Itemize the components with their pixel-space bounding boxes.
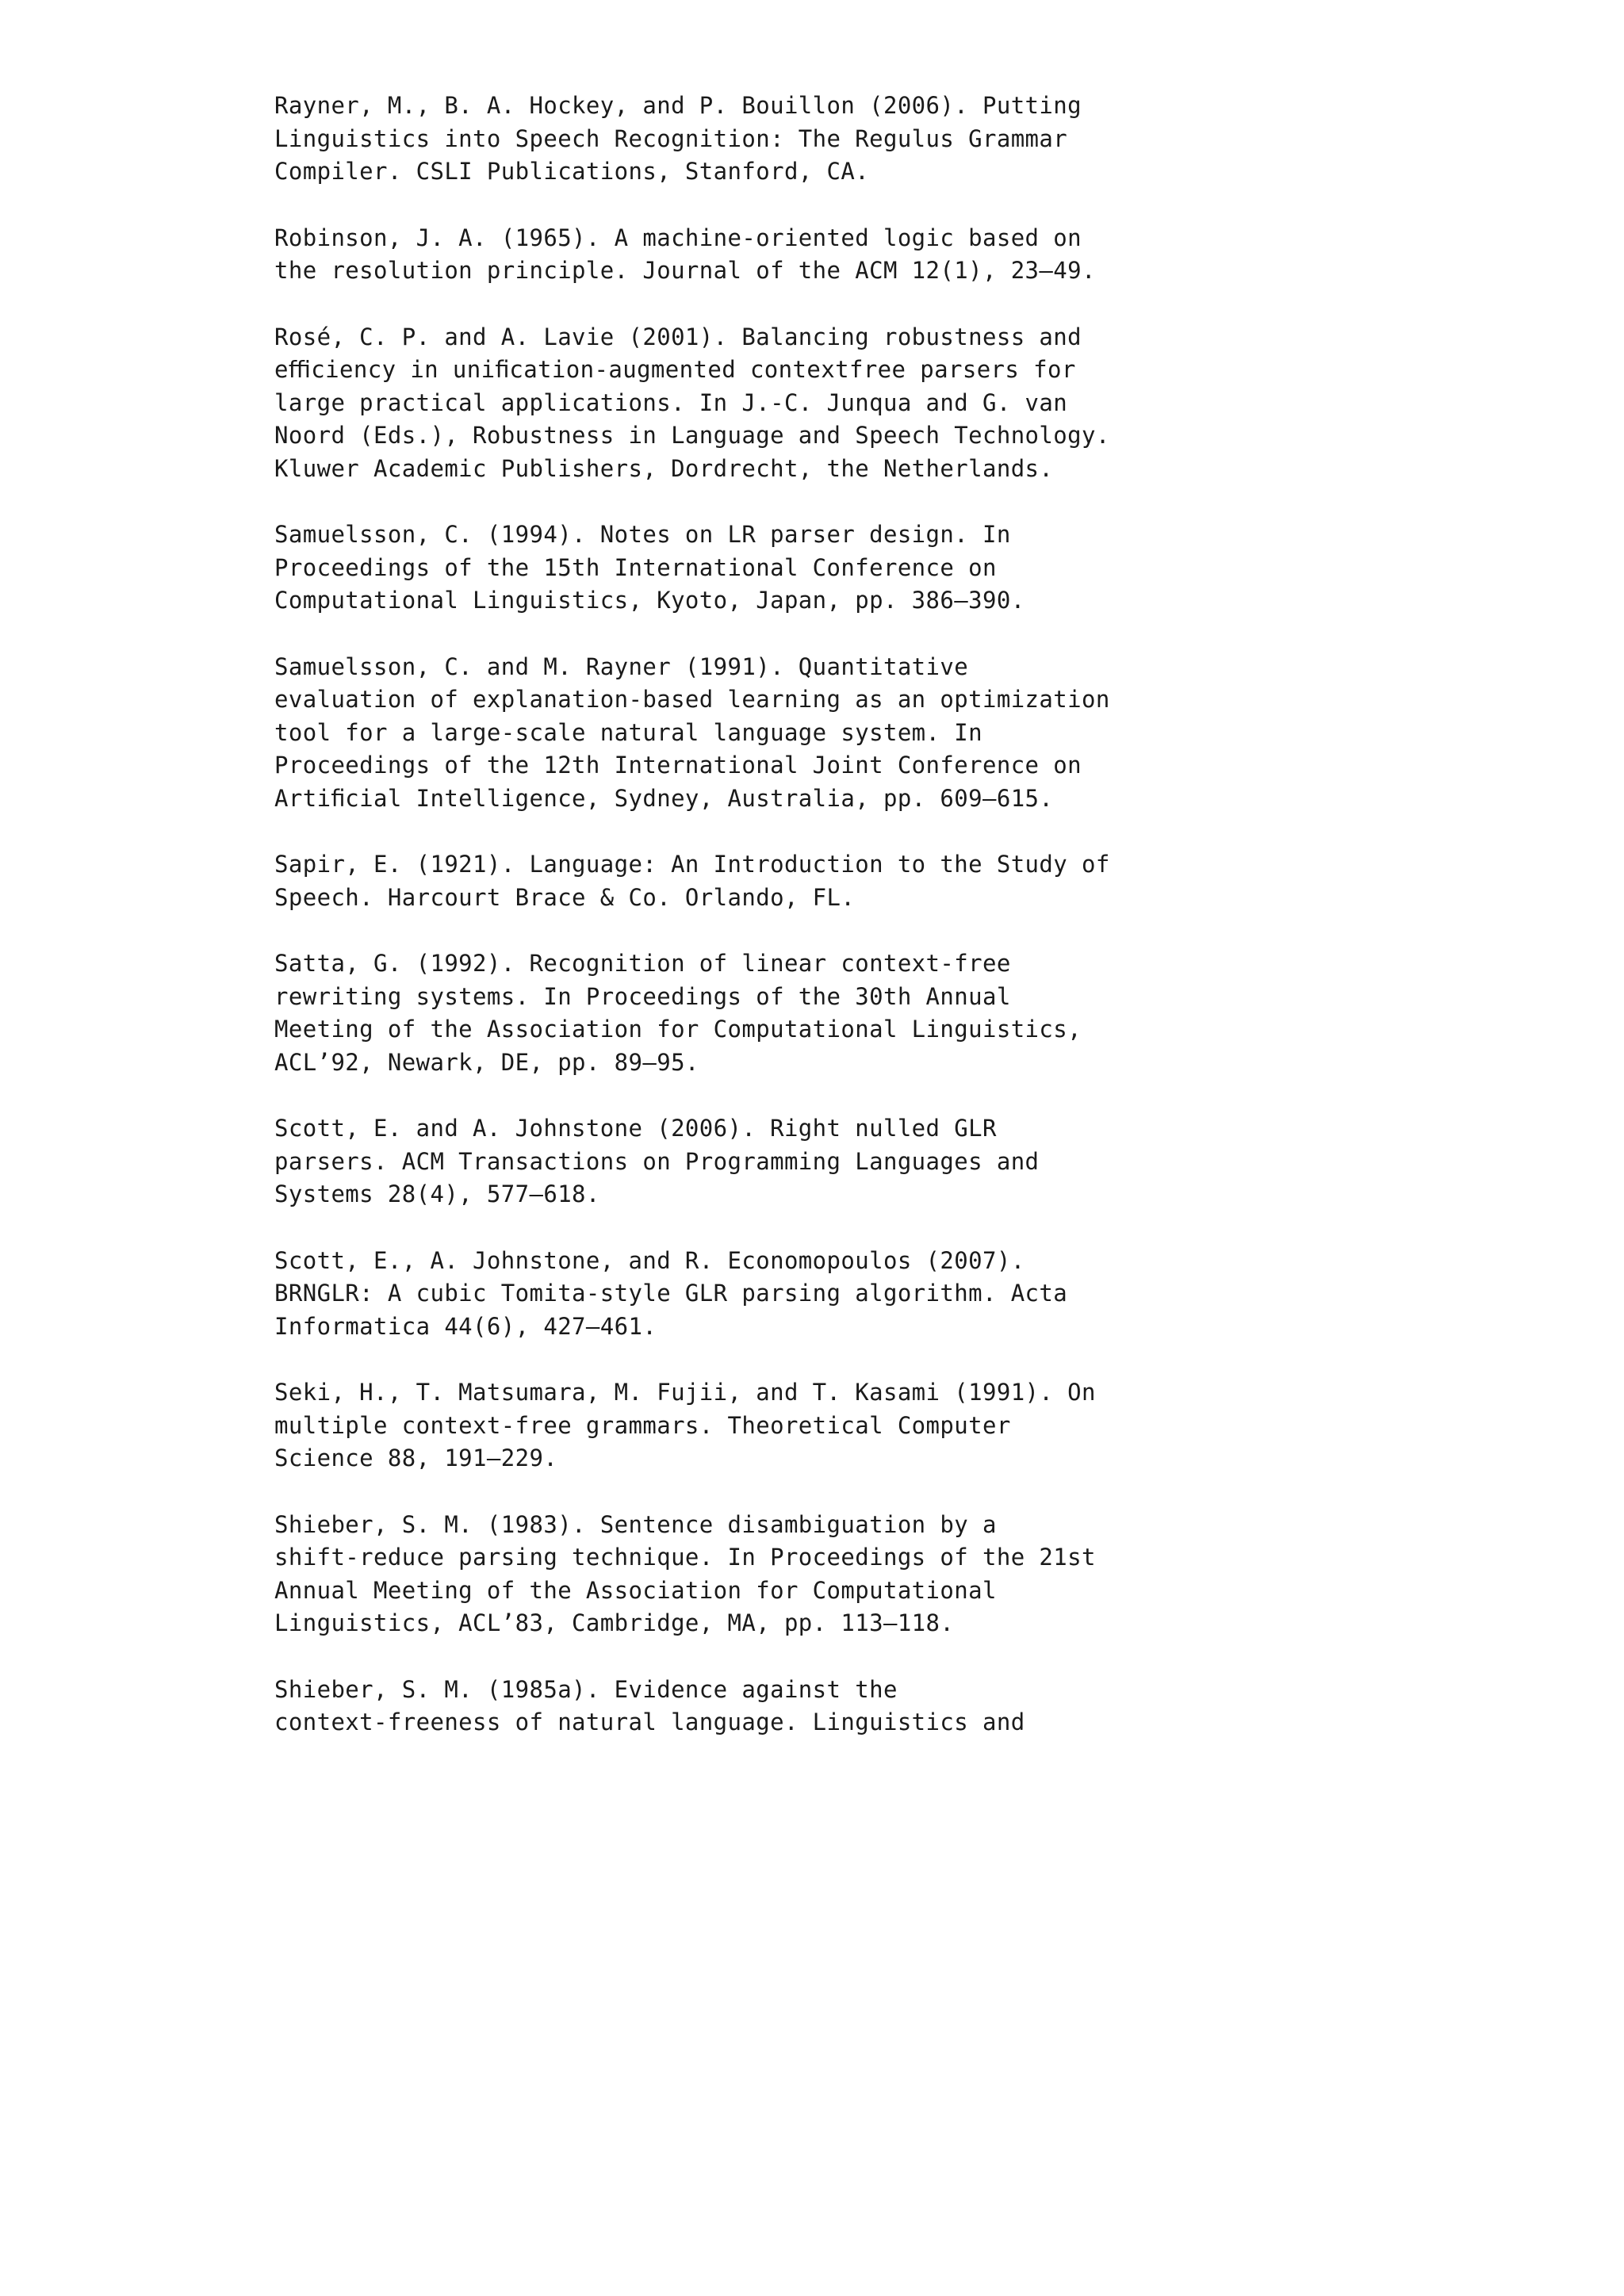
reference-list (274, 90, 1400, 1773)
reference-line: Systems 28(4), 577–618. (274, 1181, 600, 1207)
reference-line: Proceedings of the 15th International Conference on (274, 553, 997, 581)
reference-line: Rayner, M., B. A. Hockey, and P. Bouillon (2006). Putting (274, 92, 1082, 119)
reference-line: Shieber, S. M. (1985a). Evidence against the (274, 1675, 898, 1703)
reference-line: large practical applications. In J.-C. Junqua and G. van (274, 388, 1068, 416)
reference-line: Shieber, S. M. (1983). Sentence disambiguation by a (274, 1510, 997, 1538)
reference-line: Artiﬁcial Intelligence, Sydney, Australia, pp. 609–615. (274, 784, 1054, 812)
reference-line: Linguistics, ACL’83, Cambridge, MA, pp. 113–118. (274, 1609, 955, 1636)
reference-line: evaluation of explanation-based learning as an optimization (274, 686, 1110, 713)
reference-line: Satta, G. (1992). Recognition of linear context-free (274, 950, 1011, 977)
reference-line: eﬃciency in uniﬁcation-augmented contextfree parsers for (274, 356, 1076, 383)
reference-line: parsers. ACM Transactions on Programming Languages and (274, 1147, 1040, 1175)
reference-line: Robinson, J. A. (1965). A machine-oriented logic based on (274, 224, 1082, 251)
reference-line: Informatica 44(6), 427–461. (274, 1312, 657, 1340)
reference-entry (274, 222, 1400, 288)
reference-line: Computational Linguistics, Kyoto, Japan, pp. 386–390. (274, 587, 1025, 614)
reference-entry (274, 1112, 1400, 1211)
reference-line: Kluwer Academic Publishers, Dordrecht, the Netherlands. (274, 454, 1054, 482)
reference-line: context-freeness of natural language. Linguistics and (274, 1709, 1025, 1735)
reference-line: shift-reduce parsing technique. In Proceedings of the 21st (274, 1544, 1096, 1571)
reference-line: Meeting of the Association for Computational Linguistics, (274, 1016, 1082, 1043)
reference-line: Scott, E. and A. Johnstone (2006). Right nulled GLR (274, 1115, 997, 1142)
reference-line: Sapir, E. (1921). Language: An Introduction to the Study of (274, 851, 1110, 878)
reference-line: Proceedings of the 12th International Joint Conference on (274, 752, 1082, 779)
reference-line: Samuelsson, C. and M. Rayner (1991). Quantitative (274, 652, 969, 680)
reference-entry (274, 1376, 1400, 1475)
reference-entry (274, 947, 1400, 1079)
reference-entry (274, 651, 1400, 816)
reference-line: Noord (Eds.), Robustness in Language and Speech Technology. (274, 422, 1110, 449)
reference-line: Annual Meeting of the Association for Computational (274, 1576, 997, 1604)
reference-line: Seki, H., T. Matsumara, M. Fujii, and T. Kasami (1991). On (274, 1379, 1096, 1406)
reference-line: ACL’92, Newark, DE, pp. 89–95. (274, 1048, 699, 1076)
reference-entry (274, 90, 1400, 189)
reference-line: Linguistics into Speech Recognition: The Regulus Grammar (274, 124, 1068, 152)
reference-line: BRNGLR: A cubic Tomita-style GLR parsing algorithm. Acta (274, 1280, 1068, 1307)
reference-entry (274, 848, 1400, 914)
reference-line: rewriting systems. In Proceedings of the 30th Annual (274, 982, 1011, 1010)
reference-line: Scott, E., A. Johnstone, and R. Economopoulos (2007). (274, 1246, 1025, 1274)
reference-line: the resolution principle. Journal of the ACM 12(1), 23–49. (274, 257, 1096, 284)
reference-line: multiple context-free grammars. Theoretical Computer (274, 1411, 1011, 1439)
reference-entry (274, 1509, 1400, 1640)
reference-line: Compiler. CSLI Publications, Stanford, CA. (274, 158, 870, 185)
reference-line: Science 88, 191–229. (274, 1445, 558, 1471)
reference-line: Samuelsson, C. (1994). Notes on LR parser design. In (274, 521, 1011, 548)
reference-entry (274, 321, 1400, 486)
reference-line: Rosé, C. P. and A. Lavie (2001). Balancing robustness and (274, 323, 1082, 350)
reference-entry (274, 519, 1400, 618)
reference-line: Speech. Harcourt Brace & Co. Orlando, FL. (274, 883, 856, 911)
reference-entry (274, 1674, 1400, 1739)
reference-line: tool for a large-scale natural language system. In (274, 718, 982, 746)
reference-entry (274, 1245, 1400, 1344)
